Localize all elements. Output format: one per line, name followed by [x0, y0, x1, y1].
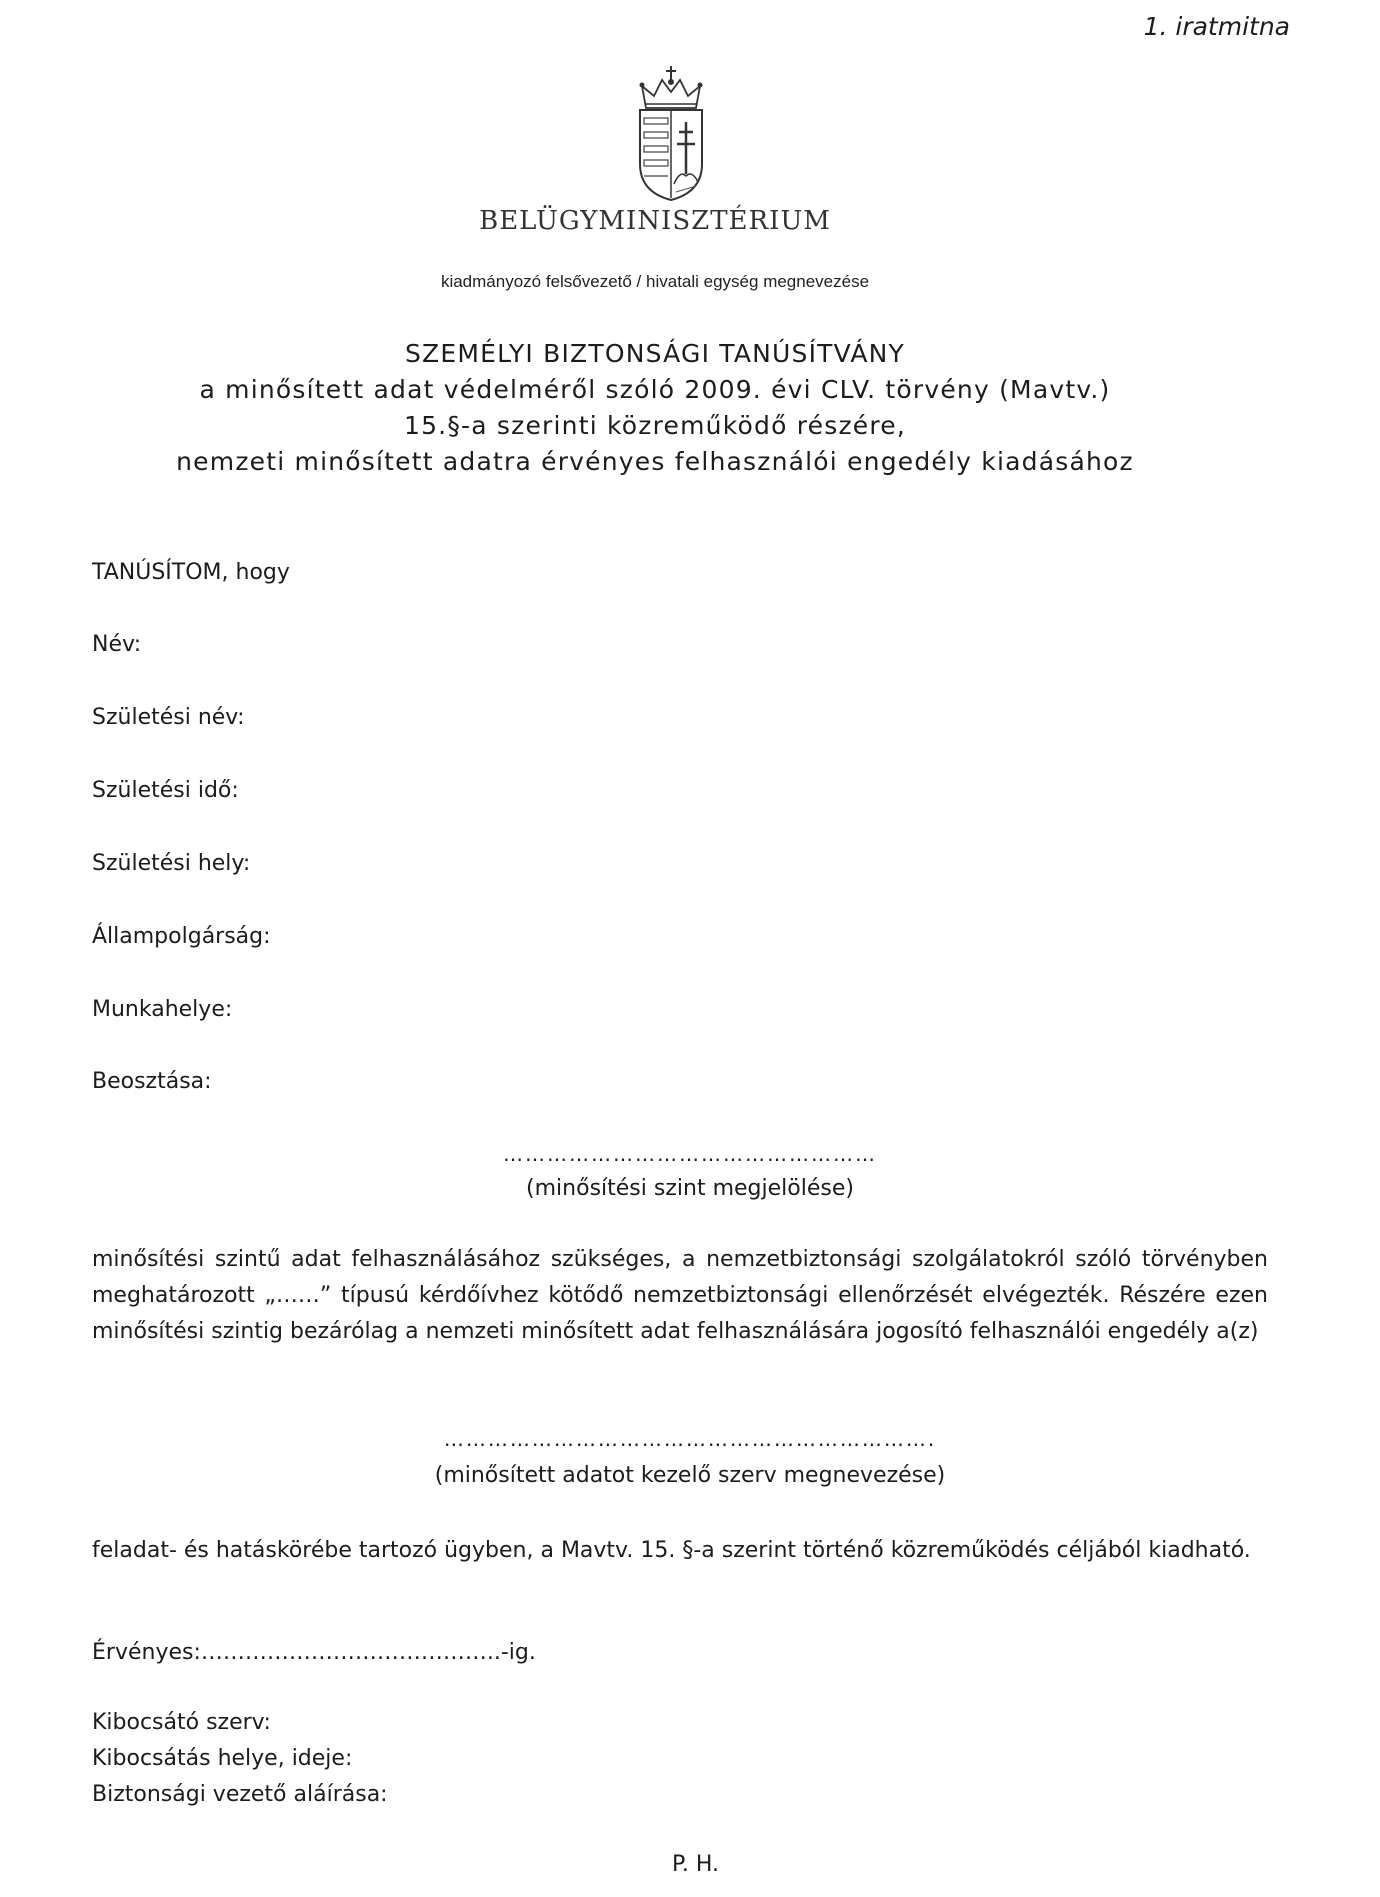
classification-blank: ……………………………………………: [503, 1142, 877, 1166]
paragraph-scope: feladat- és hatáskörébe tartozó ügyben, a Mavtv. 15. §-a szerint történő közreműködés céljából kiadható.: [92, 1538, 1251, 1563]
citizenship-field-label: Állampolgárság:: [92, 924, 271, 949]
birth-place-field-label: Születési hely:: [92, 851, 251, 876]
title-line-3: 15.§-a szerinti közreműködő részére,: [403, 411, 907, 440]
birth-date-field-label: Születési idő:: [92, 778, 239, 803]
workplace-field-label: Munkahelye:: [92, 997, 233, 1022]
certify-intro: TANÚSÍTOM, hogy: [92, 560, 290, 585]
sample-label: 1. iratmitna: [1143, 12, 1290, 41]
document-title: [0, 336, 1310, 480]
title-line-1: SZEMÉLYI BIZTONSÁGI TANÚSÍTVÁNY: [404, 339, 906, 368]
coat-of-arms-icon: [628, 64, 714, 204]
issuing-unit-caption: kiadmányozó felsővezető / hivatali egység megnevezése: [440, 272, 870, 291]
classification-caption: (minősítési szint megjelölése): [526, 1176, 854, 1201]
issue-place-date-label: Kibocsátás helye, ideje:: [92, 1746, 353, 1771]
stamp-place: P. H.: [672, 1852, 719, 1877]
birth-name-field-label: Születési név:: [92, 705, 245, 730]
title-line-4: nemzeti minősített adatra érvényes felhasználói engedély kiadásához: [176, 447, 1134, 476]
title-line-2: a minősített adat védelméről szóló 2009. évi CLV. törvény (Mavtv.): [199, 375, 1111, 404]
name-field-label: Név:: [92, 632, 142, 657]
organization-caption: (minősített adatot kezelő szerv megnevezése): [434, 1463, 946, 1488]
organization-blank: ………………………………………………………….: [443, 1427, 937, 1451]
position-field-label: Beosztása:: [92, 1069, 212, 1094]
security-signature-label: Biztonsági vezető aláírása:: [92, 1782, 388, 1807]
validity-line: Érvényes:…………………………………..-ig.: [92, 1640, 536, 1665]
ministry-name: BELÜGYMINISZTÉRIUM: [479, 206, 831, 236]
issuer-label: Kibocsátó szerv:: [92, 1710, 271, 1735]
paragraph-verification: minősítési szintű adat felhasználásához szükséges, a nemzetbiztonsági szolgálatokról szóló törvényben meghatározott „……” típusú kérdőívhez kötődő nemzetbiztonsági ellenőrzését elvégezték. Részére ezen minősítési szintig bezárólag a nemzeti minősített adat felhasználására jogosító felhasználói engedély a(z): [92, 1247, 1268, 1344]
